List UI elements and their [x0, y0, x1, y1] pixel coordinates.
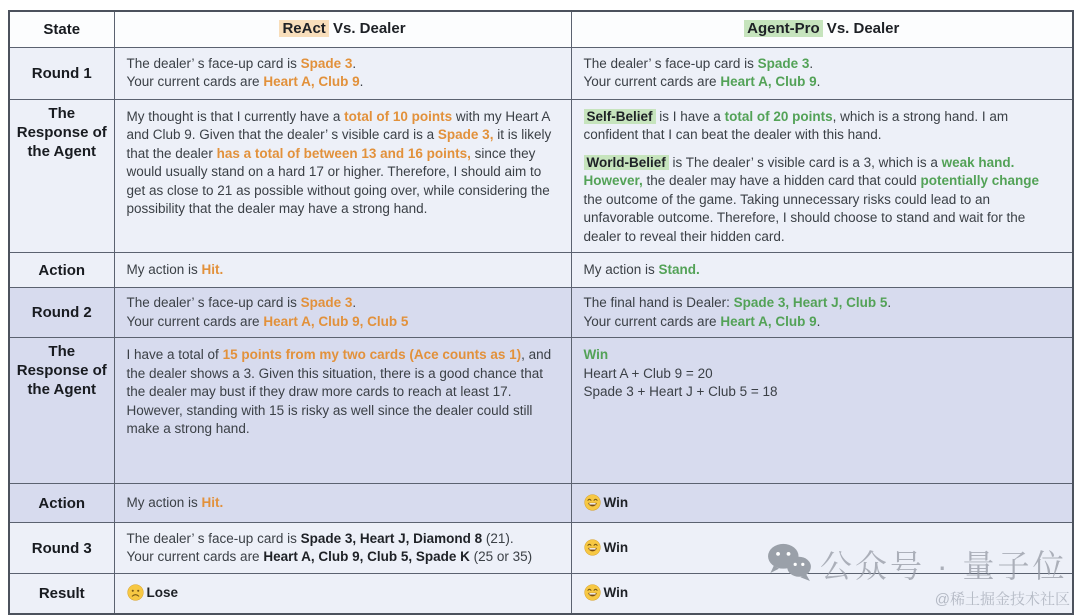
- react-round-3-cell: The dealer’ s face-up card is Spade 3, Heart J, Diamond 8 (21). Your current cards are Heart A, Club 9, Club 5, Spade K (25 or 35): [114, 523, 571, 574]
- react-response-2-cell: I have a total of 15 points from my two cards (Ace counts as 1), and the dealer shows a 3. Given this situation, there is a good chance that the dealer may bust if they draw more cards to reach at least 17. However, standing with 15 is risky as well since the dealer could still make a strong hand.: [114, 338, 571, 484]
- header-row: [9, 11, 1073, 47]
- row-label-action-2: Action: [9, 484, 114, 523]
- row-label-response-2: The Response of the Agent: [9, 338, 114, 484]
- row-label-round-1: Round 1: [9, 47, 114, 99]
- row-round-1: [9, 47, 1073, 99]
- react-action-2-cell: My action is Hit.: [114, 484, 571, 523]
- react-result-cell: Lose: [114, 574, 571, 614]
- row-response-2: [9, 338, 1073, 484]
- row-label-round-3: Round 3: [9, 523, 114, 574]
- comparison-table: [8, 10, 1074, 615]
- row-label-round-2: Round 2: [9, 288, 114, 338]
- agentpro-action-1-cell: My action is Stand.: [571, 253, 1073, 288]
- grinning-face-emoji: [584, 584, 601, 603]
- grinning-face-emoji: [584, 539, 601, 558]
- row-round-2: [9, 288, 1073, 338]
- react-round-1-cell: The dealer’ s face-up card is Spade 3. Your current cards are Heart A, Club 9.: [114, 47, 571, 99]
- react-response-1-cell: My thought is that I currently have a total of 10 points with my Heart A and Club 9. Given that the dealer’ s visible card is a Spade 3, it is likely that the dealer has a total of between 13 and 16 points, since they would usually stand on a hard 17 or higher. Therefore, I should aim to get as close to 21 as possible without going over, while considering the possibility that the dealer may have a strong hand.: [114, 99, 571, 253]
- community-credit: @稀土掘金技术社区: [934, 591, 1070, 608]
- agentpro-header: Agent-Pro Vs. Dealer: [571, 11, 1073, 47]
- row-result: [9, 574, 1073, 614]
- agentpro-round-3-cell: Win: [571, 523, 1073, 574]
- react-action-1-cell: My action is Hit.: [114, 253, 571, 288]
- row-label-result: Result: [9, 574, 114, 614]
- row-action-2: [9, 484, 1073, 523]
- row-label-response-1: The Response of the Agent: [9, 99, 114, 253]
- watermark-label: 公众号 · 量子位: [820, 548, 1068, 584]
- row-label-action-1: Action: [9, 253, 114, 288]
- react-round-2-cell: The dealer’ s face-up card is Spade 3. Your current cards are Heart A, Club 9, Club 5: [114, 288, 571, 338]
- row-action-1: [9, 253, 1073, 288]
- row-round-3: [9, 523, 1073, 574]
- sad-face-emoji: [127, 584, 144, 603]
- state-header: State: [9, 11, 114, 47]
- grinning-face-emoji: [584, 494, 601, 513]
- agentpro-action-2-cell: Win: [571, 484, 1073, 523]
- row-response-1: [9, 99, 1073, 253]
- react-header: ReAct Vs. Dealer: [114, 11, 571, 47]
- agentpro-response-2-cell: Win Heart A + Club 9 = 20 Spade 3 + Heart J + Club 5 = 18: [571, 338, 1073, 484]
- agentpro-round-2-cell: The final hand is Dealer: Spade 3, Heart J, Club 5. Your current cards are Heart A, Club 9.: [571, 288, 1073, 338]
- agentpro-response-1-cell: Self-Belief is I have a total of 20 points, which is a strong hand. I am confident that I can beat the dealer with this hand. World-Belief is The dealer’ s visible card is a 3, which is a weak hand. However, the dealer may have a hidden card that could potentially change the outcome of the game. Taking unnecessary risks could lead to an unfavorable outcome. Therefore, I should choose to stand and wait for the dealer to reveal their hidden card.: [571, 99, 1073, 253]
- agentpro-result-cell: Win: [571, 574, 1073, 614]
- agentpro-round-1-cell: The dealer’ s face-up card is Spade 3. Your current cards are Heart A, Club 9.: [571, 47, 1073, 99]
